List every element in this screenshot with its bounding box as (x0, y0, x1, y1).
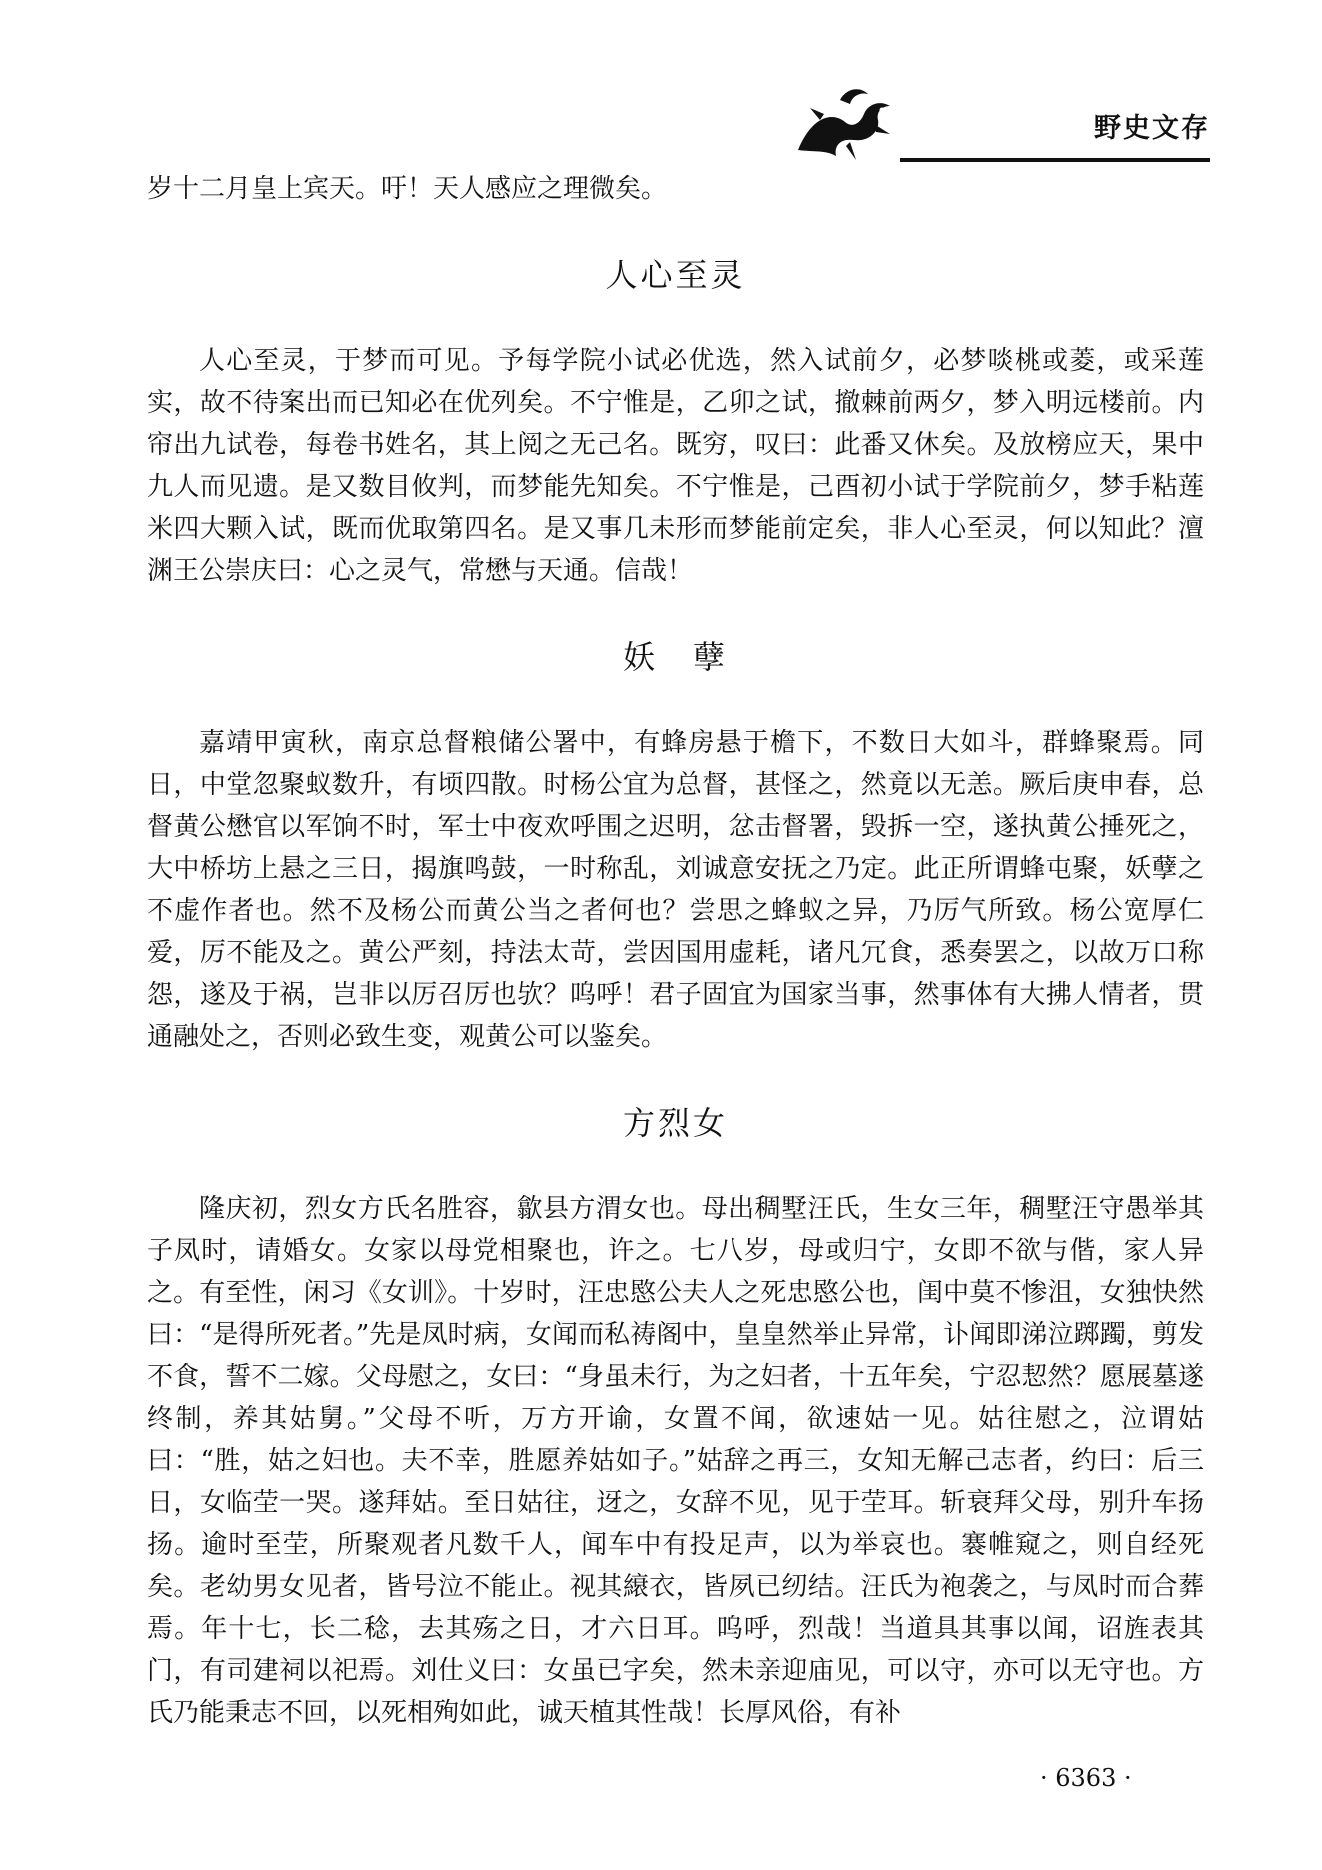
section-paragraph-yaonie: 嘉靖甲寅秋，南京总督粮储公署中，有蜂房悬于檐下，不数日大如斗，群蜂聚焉。同日，中堂忽聚蚁数升，有顷四散。时杨公宜为总督，甚怪之，然竟以无恙。厥后庚申春，总督黄公懋官以军饷不时，军士中夜欢呼围之迟明，忿击督署，毁拆一空，遂执黄公捶死之，大中桥坊上悬之三日，揭旗鸣鼓，一时称乱，刘诚意安抚之乃定。此正所谓蜂屯聚，妖孽之不虚作者也。然不及杨公而黄公当之者何也？尝思之蜂蚁之异，乃厉气所致。杨公宽厚仁爱，厉不能及之。黄公严刻，持法太苛，尝因国用虚耗，诸凡冗食，悉奏罢之，以故万口称怨，遂及于祸，岂非以厉召厉也欤？呜呼！君子固宜为国家当事，然事体有大拂人情者，贯通融处之，否则必致生变，观黄公可以鉴矣。 (147, 728, 1204, 1052)
section-title-yaonie: 妖 孽 (622, 638, 728, 676)
section-title-fanglienv: 方烈女 (622, 1104, 728, 1142)
section-title-renxin: 人心至灵 (605, 256, 746, 294)
series-title: 野史文存 (1094, 113, 1210, 144)
header-rule (900, 158, 1210, 162)
page-number: · 6363 · (1040, 1764, 1132, 1792)
section-paragraph-renxin: 人心至灵，于梦而可见。予每学院小试必优选，然入试前夕，必梦啖桃或菱，或采莲实，故不待案出而已知必在优列矣。不宁惟是，乙卯之试，撤棘前两夕，梦入明远楼前。内帘出九试卷，每卷书姓名，其上阅之无己名。既穷，叹曰：此番又休矣。及放榜应天，果中九人而见遗。是又数目攸判，而梦能先知矣。不宁惟是，己酉初小试于学院前夕，梦手粘莲米四大颗入试，既而优取第四名。是又事几未形而梦能前定矣，非人心至灵，何以知此？澶渊王公崇庆曰：心之灵气，常懋与天通。信哉！ (147, 346, 1204, 586)
page-header (790, 80, 1210, 166)
intro-line: 岁十二月皇上宾天。吁！天人感应之理微矣。 (147, 174, 668, 204)
section-paragraph-fanglienv: 隆庆初，烈女方氏名胜容，歙县方渭女也。母出稠墅汪氏，生女三年，稠墅汪守愚举其子凤时，请婚女。女家以母党相聚也，许之。七八岁，母或归宁，女即不欲与偕，家人异之。有至性，闲习《女训》。十岁时，汪忠愍公夫人之死忠愍公也，闺中莫不惨沮，女独快然曰：“是得所死者。”先是凤时病，女闻而私祷阁中，皇皇然举止异常，讣闻即涕泣踯躅，剪发不食，誓不二嫁。父母慰之，女曰：“身虽未行，为之妇者，十五年矣，宁忍恝然？愿展墓遂终制，养其姑舅。”父母不听，万方开谕，女置不闻，欲速姑一见。姑往慰之，泣谓姑曰：“胜，姑之妇也。夫不幸，胜愿养姑如子。”姑辞之再三，女知无解己志者，约曰：后三日，女临茔一哭。遂拜姑。至日姑往，迓之，女辞不见，见于茔耳。斩衰拜父母，别升车扬扬。逾时至茔，所聚观者凡数千人，闻车中有投足声，以为举哀也。褰帷窥之，则自经死矣。老幼男女见者，皆号泣不能止。视其縗衣，皆夙已纫结。汪氏为袍袭之，与凤时而合葬焉。年十七，长二稔，去其殇之日，才六日耳。呜呼，烈哉！当道具其事以闻，诏旌表其门，有司建祠以祀焉。刘仕义曰：女虽已字矣，然未亲迎庙见，可以守，亦可以无守也。方氏乃能秉志不回，以死相殉如此，诚天植其性哉！长厚风俗，有补 (147, 1194, 1204, 1728)
main-text (147, 168, 1204, 1734)
